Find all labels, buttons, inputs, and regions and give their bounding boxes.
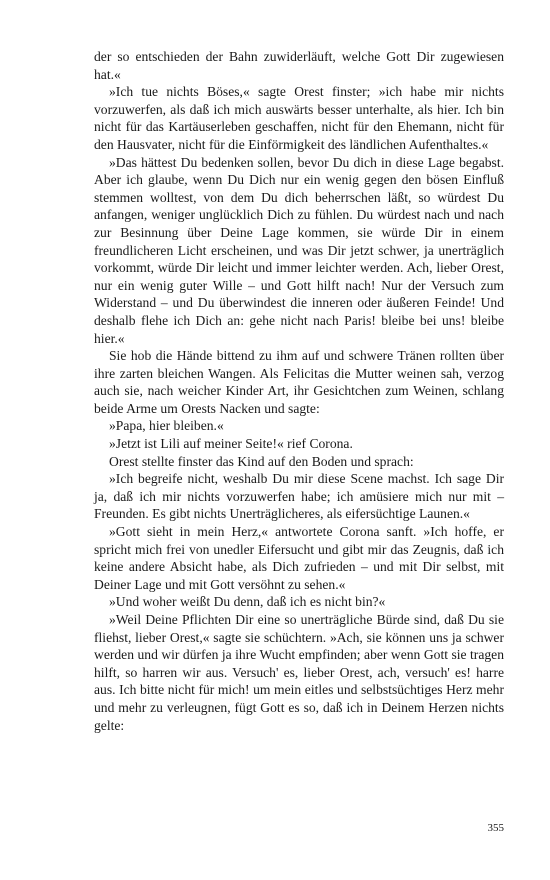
paragraph: »Ich tue nichts Böses,« sagte Orest finster; »ich habe mir nichts vorzuwerfen, als daß ich mich auswärts besser unterhalte, als hier. Ich bin nicht für das Kartäuserleben geschaffen, nicht für den Ehemann, nicht für den Hausvater, nicht für die Einförmigkeit des ländlichen Aufenthaltes.« xyxy=(94,84,504,152)
paragraph: Sie hob die Hände bittend zu ihm auf und schwere Tränen rollten über ihre zarten bleichen Wangen. Als Felicitas die Mutter weinen sah, verzog auch sie, nach weicher Kinder Art, ihr Gesichtchen zum Weinen, schlang beide Arme um Orests Nacken und sagte: xyxy=(94,348,504,416)
paragraph: der so entschieden der Bahn zuwiderläuft, welche Gott Dir zugewiesen hat.« xyxy=(94,49,504,82)
text-block xyxy=(94,48,504,734)
paragraph: »Ich begreife nicht, weshalb Du mir diese Scene machst. Ich sage Dir ja, daß ich mir nichts vorzuwerfen habe; ich amüsiere mich nur mit – Freunden. Es gibt nichts Unerträglicheres, als eifersüchtige Launen.« xyxy=(94,471,504,522)
paragraph: »Jetzt ist Lili auf meiner Seite!« rief Corona. xyxy=(109,436,353,452)
paragraph: »Weil Deine Pflichten Dir eine so unerträgliche Bürde sind, daß Du sie fliehst, lieber Orest,« sagte sie schüchtern. »Ach, sie können uns ja schwer werden und wir dürfen ja ihre Wucht empfinden; aber wenn Gott sie tragen hilft, so harren wir aus. Versuch' es, lieber Orest, ach, versuch' es! harre aus. Ich bitte nicht für mich! um mein eitles und selbstsüchtiges Herz mehr und mehr zu verleugnen, fügt Gott es so, daß ich in Deinem Herzen nichts gelte: xyxy=(94,612,504,733)
paragraph: »Und woher weißt Du denn, daß ich es nicht bin?« xyxy=(109,594,386,610)
paragraph: »Papa, hier bleiben.« xyxy=(109,418,224,434)
paragraph: »Das hättest Du bedenken sollen, bevor Du dich in diese Lage begabst. Aber ich glaube, wenn Du Dich nur ein wenig gegen den bösen Einfluß stemmen wolltest, von dem Du dich beherrschen läßt, so würdest Du anfangen, weniger unglücklich Dich zu fühlen. Du würdest nach und nach zur Besinnung über Deine Lage kommen, sie würde Dir in einem freundlicheren Licht erscheinen, und was Dir jetzt schwer, ja unerträglich vorkommt, würde Dir leicht und immer leichter werden. Ach, lieber Orest, nur ein wenig guter Wille – und Gott hilft nach! Nur der Versuch zum Widerstand – und Du überwindest die inneren oder äußeren Feinde! Und deshalb flehe ich Dich an: gehe nicht nach Paris! bleibe bei uns! bleibe hier.« xyxy=(94,154,504,346)
page-number: 355 xyxy=(487,822,504,834)
paragraph: »Gott sieht in mein Herz,« antwortete Corona sanft. »Ich hoffe, er spricht mich frei von unedler Eifersucht und gibt mir das Zeugnis, daß ich keine andere Absicht habe, als Dich zufrieden – und mit Dir selbst, mit Deiner Lage und mit Gott versöhnt zu sehen.« xyxy=(94,524,504,592)
paragraph: Orest stellte finster das Kind auf den Boden und sprach: xyxy=(109,453,414,469)
